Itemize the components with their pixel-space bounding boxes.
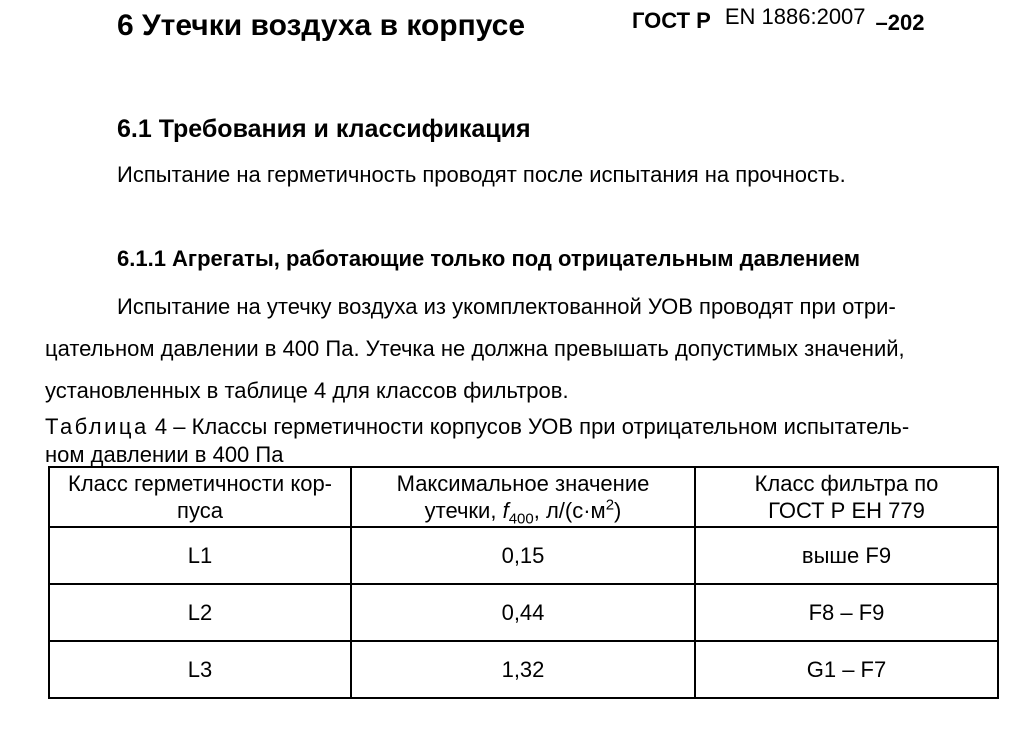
- leakage-class-table: [48, 466, 999, 699]
- caption-line: ном давлении в 400 Па: [45, 442, 284, 467]
- standard-prefix: ГОСТ Р: [632, 8, 711, 33]
- table-row: [49, 527, 998, 584]
- section-intro: Испытание на герметичность проводят после испытания на прочность.: [117, 162, 846, 187]
- cell-leakage: 0,15: [351, 527, 695, 584]
- document-title: 6 Утечки воздуха в корпусе: [117, 9, 526, 42]
- table-row: [49, 641, 998, 698]
- cell-leakage: 1,32: [351, 641, 695, 698]
- section-heading: 6.1 Требования и классификация: [117, 115, 531, 143]
- cell-filter: выше F9: [695, 527, 998, 584]
- table-header-row: [49, 467, 998, 527]
- standard-code: EN 1886:2007: [724, 4, 866, 29]
- cell-class: L2: [49, 584, 351, 641]
- paragraph-line: цательном давлении в 400 Па. Утечка не должна превышать допустимых значений,: [45, 336, 905, 361]
- table-caption: [45, 413, 995, 469]
- cell-leakage: 0,44: [351, 584, 695, 641]
- paragraph-line: установленных в таблице 4 для классов фильтров.: [45, 378, 569, 403]
- paragraph-line: Испытание на утечку воздуха из укомплектованной УОВ проводят при отри-: [117, 294, 896, 319]
- caption-line: [45, 413, 995, 441]
- standard-designation: [632, 6, 924, 36]
- subsection-paragraph: [45, 286, 995, 412]
- subsection-heading: 6.1.1 Агрегаты, работающие только под отрицательным давлением: [117, 246, 861, 271]
- caption-label: Таблица: [45, 414, 149, 439]
- caption-text: 4 – Классы герметичности корпусов УОВ при отрицательном испытатель-: [148, 414, 910, 439]
- header-tightness-class: Класс герметичности кор- пуса: [49, 467, 351, 527]
- cell-class: L1: [49, 527, 351, 584]
- cell-filter: F8 – F9: [695, 584, 998, 641]
- standard-year: –202: [875, 10, 925, 35]
- header-max-leakage: Максимальное значение утечки, $f_{400}$, $л/(с\cdot м^2)$: [351, 467, 695, 527]
- table-row: [49, 584, 998, 641]
- cell-class: L3: [49, 641, 351, 698]
- header-filter-class: Класс фильтра по ГОСТ Р ЕН 779: [695, 467, 998, 527]
- cell-filter: G1 – F7: [695, 641, 998, 698]
